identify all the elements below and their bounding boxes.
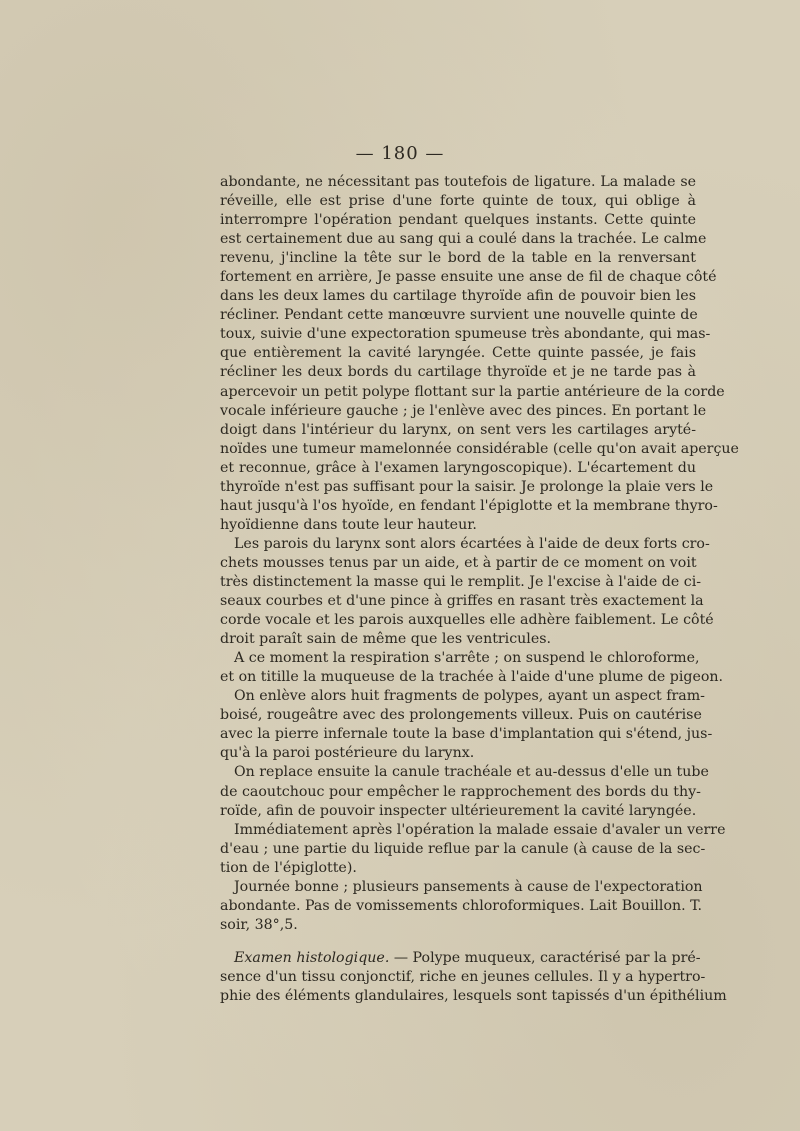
text-line: corde vocale et les parois auxquelles elle adhère faiblement. Le côté xyxy=(220,612,714,629)
text-line: que entièrement la cavité laryngée. Cette quinte passée, je fais xyxy=(220,345,696,362)
section-heading: Examen histologique. xyxy=(234,949,390,966)
text-line: toux, suivie d'une expectoration spumeuse très abondante, qui mas- xyxy=(220,326,711,343)
text-line-with-heading xyxy=(220,949,701,968)
text-line: sence d'un tissu conjonctif, riche en jeunes cellules. Il y a hypertro- xyxy=(220,968,706,985)
paragraph-gap xyxy=(220,935,696,949)
text-line: On replace ensuite la canule trachéale et au-dessus d'elle un tube xyxy=(234,764,709,781)
text-line: thyroïde n'est pas suffisant pour la saisir. Je prolonge la plaie vers le xyxy=(220,478,714,495)
text-line: Les parois du larynx sont alors écartées à l'aide de deux forts cro- xyxy=(234,535,710,552)
text-line: apercevoir un petit polype flottant sur la partie antérieure de la corde xyxy=(220,383,725,400)
text-line: et reconnue, grâce à l'examen laryngoscopique). L'écartement du xyxy=(220,459,696,476)
text-line: réveille, elle est prise d'une forte quinte de toux, qui oblige à xyxy=(220,193,696,210)
text-line: interrompre l'opération pendant quelques instants. Cette quinte xyxy=(220,212,696,229)
text-line: chets mousses tenus par un aide, et à partir de ce moment on voit xyxy=(220,554,697,571)
text-line: phie des éléments glandulaires, lesquels sont tapissés d'un épithélium xyxy=(220,987,727,1004)
text-line: vocale inférieure gauche ; je l'enlève avec des pinces. En portant le xyxy=(220,402,707,419)
text-line: fortement en arrière, Je passe ensuite une anse de fil de chaque côté xyxy=(220,269,717,286)
text-line: dans les deux lames du cartilage thyroïde afin de pouvoir bien les xyxy=(220,288,696,305)
text-line: seaux courbes et d'une pince à griffes en rasant très exactement la xyxy=(220,593,704,610)
text-line: soir, 38°,5. xyxy=(220,916,298,933)
text-line: avec la pierre infernale toute la base d'implantation qui s'étend, jus- xyxy=(220,726,713,743)
text-line: boisé, rougeâtre avec des prolongements villeux. Puis on cautérise xyxy=(220,707,702,724)
text-line: noïdes une tumeur mamelonnée considérable (celle qu'on avait aperçue xyxy=(220,440,739,457)
text-line: de caoutchouc pour empêcher le rapprochement des bords du thy- xyxy=(220,783,701,800)
text-line: Journée bonne ; plusieurs pansements à cause de l'expectoration xyxy=(234,878,703,895)
text-line: A ce moment la respiration s'arrête ; on suspend le chloroforme, xyxy=(234,650,700,667)
text-line: Immédiatement après l'opération la malade essaie d'avaler un verre xyxy=(234,821,726,838)
section-heading-text: — Polype muqueux, caractérisé par la pré- xyxy=(389,949,701,966)
page-number: — 180 — xyxy=(355,143,445,164)
text-line: haut jusqu'à l'os hyoïde, en fendant l'épiglotte et la membrane thyro- xyxy=(220,497,718,514)
text-line: et on titille la muqueuse de la trachée à l'aide d'une plume de pigeon. xyxy=(220,669,724,686)
text-line: hyoïdienne dans toute leur hauteur. xyxy=(220,516,477,533)
text-line: roïde, afin de pouvoir inspecter ultérieurement la cavité laryngée. xyxy=(220,802,697,819)
text-line: qu'à la paroi postérieure du larynx. xyxy=(220,745,475,762)
body-text xyxy=(220,173,739,1006)
text-line: récliner. Pendant cette manœuvre survient une nouvelle quinte de xyxy=(220,307,698,324)
text-line: revenu, j'incline la tête sur le bord de la table en la renversant xyxy=(220,250,696,267)
text-line: droit paraît sain de même que les ventricules. xyxy=(220,631,552,648)
text-line: d'eau ; une partie du liquide reflue par la canule (à cause de la sec- xyxy=(220,840,706,857)
text-line: abondante. Pas de vomissements chloroformiques. Lait Bouillon. T. xyxy=(220,897,703,914)
text-line: tion de l'épiglotte). xyxy=(220,859,357,876)
text-line: doigt dans l'intérieur du larynx, on sent vers les cartilages aryté- xyxy=(220,421,696,438)
text-line: est certainement due au sang qui a coulé dans la trachée. Le calme xyxy=(220,231,707,248)
text-line: très distinctement la masse qui le remplit. Je l'excise à l'aide de ci- xyxy=(220,573,702,590)
text-line: récliner les deux bords du cartilage thyroïde et je ne tarde pas à xyxy=(220,364,696,381)
text-line: On enlève alors huit fragments de polypes, ayant un aspect fram- xyxy=(234,688,705,705)
text-line: abondante, ne nécessitant pas toutefois de ligature. La malade se xyxy=(220,174,696,190)
